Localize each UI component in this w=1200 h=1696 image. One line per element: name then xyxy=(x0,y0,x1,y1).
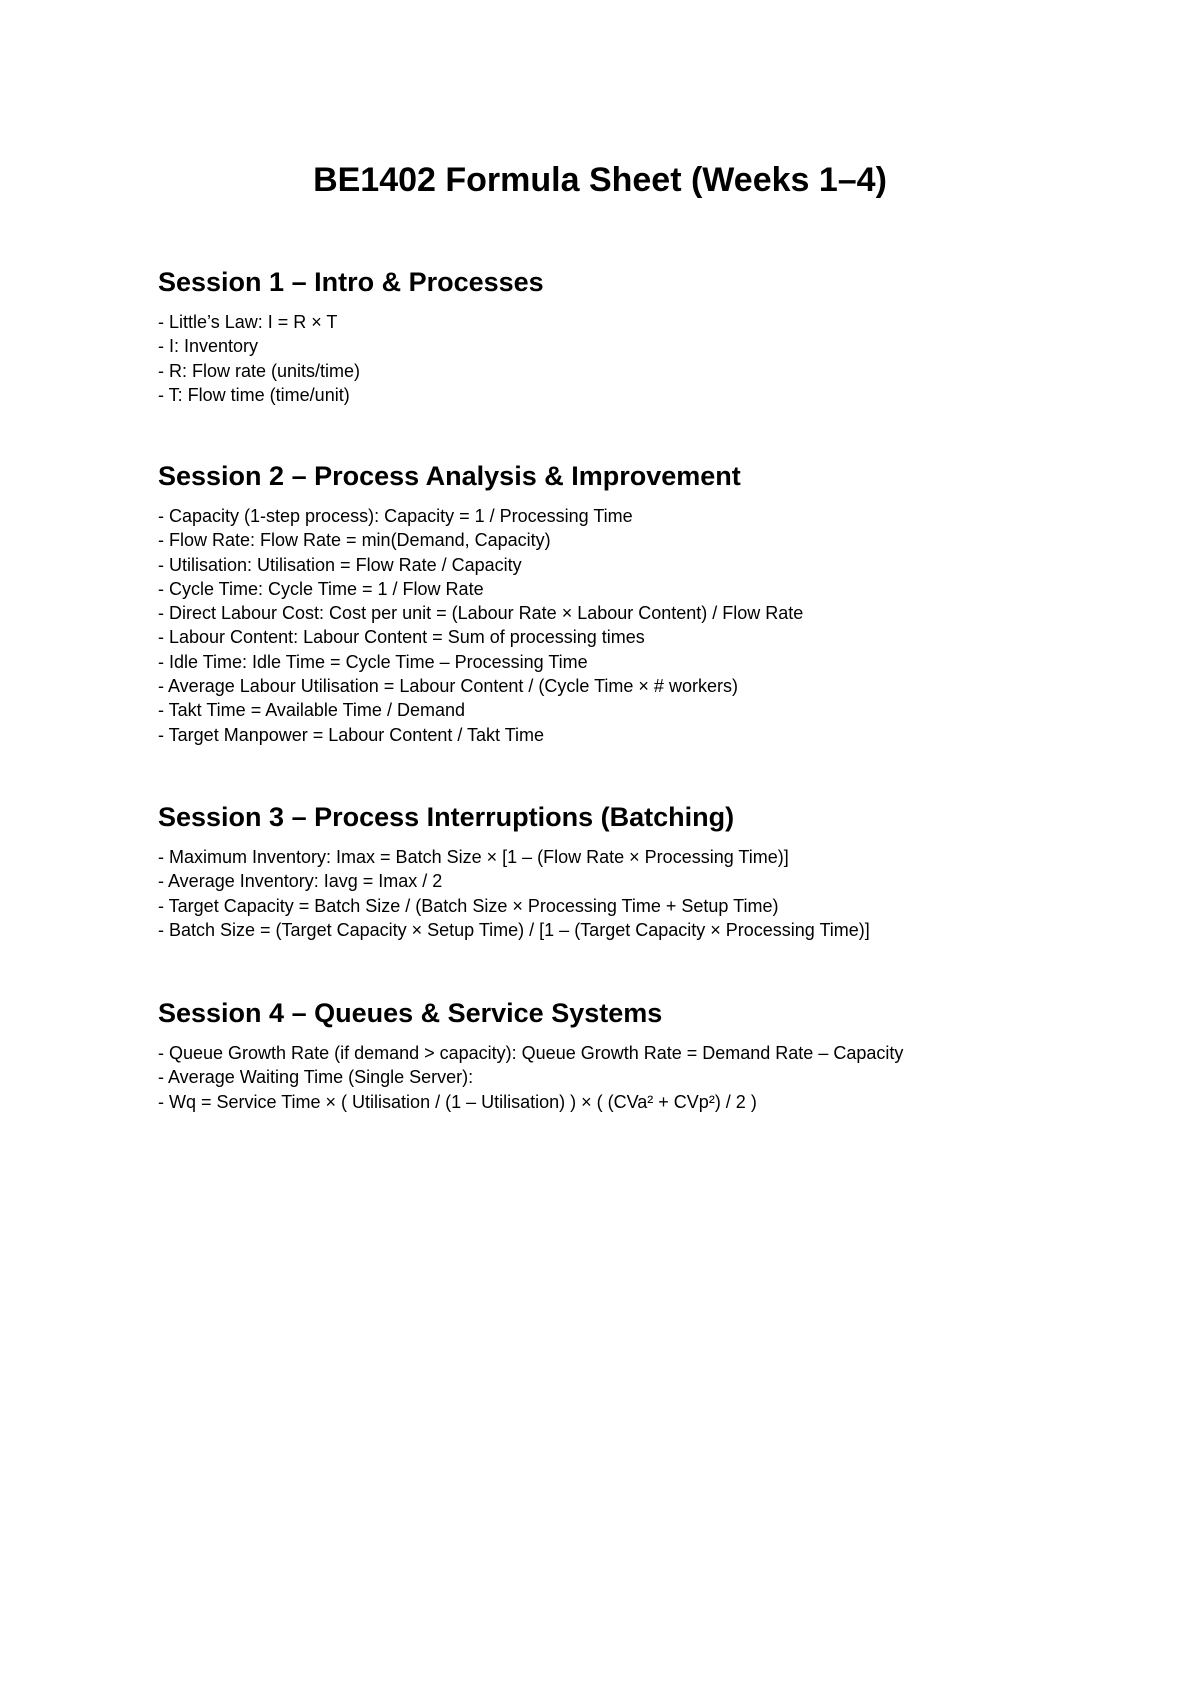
formula-line: - Target Manpower = Labour Content / Takt Time xyxy=(158,724,545,745)
formula-line: - Takt Time = Available Time / Demand xyxy=(158,700,465,721)
formula-line: - Capacity (1-step process): Capacity = 1 / Processing Time xyxy=(158,506,633,526)
formula-line: - Flow Rate: Flow Rate = min(Demand, Capacity) xyxy=(158,530,551,551)
formula-line: - R: Flow rate (units/time) xyxy=(158,360,361,381)
formula-list xyxy=(158,504,1118,747)
formula-list xyxy=(158,310,1118,407)
section-session-3 xyxy=(158,801,1118,942)
formula-list xyxy=(158,845,1118,942)
formula-line: - Idle Time: Idle Time = Cycle Time – Processing Time xyxy=(158,651,588,672)
formula-line: - Maximum Inventory: Imax = Batch Size × [1 – (Flow Rate × Processing Time)] xyxy=(158,847,789,867)
formula-line: - Batch Size = (Target Capacity × Setup Time) / [1 – (Target Capacity × Processing Time)] xyxy=(158,919,870,940)
formula-line: - Labour Content: Labour Content = Sum of processing times xyxy=(158,627,645,648)
section-session-1 xyxy=(158,266,1118,407)
formula-list xyxy=(158,1041,1118,1114)
formula-line: - Utilisation: Utilisation = Flow Rate / Capacity xyxy=(158,554,522,575)
section-session-2 xyxy=(158,460,1118,747)
section-session-4 xyxy=(158,997,1118,1114)
section-heading: Session 3 – Process Interruptions (Batching) xyxy=(158,802,735,832)
section-heading: Session 1 – Intro & Processes xyxy=(158,267,544,297)
formula-line: - T: Flow time (time/unit) xyxy=(158,384,350,405)
page-title: BE1402 Formula Sheet (Weeks 1–4) xyxy=(313,161,887,199)
formula-line: - I: Inventory xyxy=(158,336,259,357)
formula-line: - Queue Growth Rate (if demand > capacity): Queue Growth Rate = Demand Rate – Capacity xyxy=(158,1043,904,1063)
formula-line: - Average Labour Utilisation = Labour Content / (Cycle Time × # workers) xyxy=(158,676,738,697)
formula-line: - Wq = Service Time × ( Utilisation / (1 – Utilisation) ) × ( (CVa² + CVp²) / 2 ) xyxy=(158,1091,757,1112)
section-heading: Session 4 – Queues & Service Systems xyxy=(158,998,663,1028)
formula-line: - Average Inventory: Iavg = Imax / 2 xyxy=(158,871,443,892)
formula-line: - Average Waiting Time (Single Server): xyxy=(158,1067,474,1088)
formula-line: - Direct Labour Cost: Cost per unit = (Labour Rate × Labour Content) / Flow Rate xyxy=(158,603,804,624)
formula-line: - Cycle Time: Cycle Time = 1 / Flow Rate xyxy=(158,578,484,599)
section-heading: Session 2 – Process Analysis & Improvement xyxy=(158,461,741,491)
formula-line: - Little’s Law: I = R × T xyxy=(158,312,338,332)
formula-line: - Target Capacity = Batch Size / (Batch Size × Processing Time + Setup Time) xyxy=(158,895,779,916)
